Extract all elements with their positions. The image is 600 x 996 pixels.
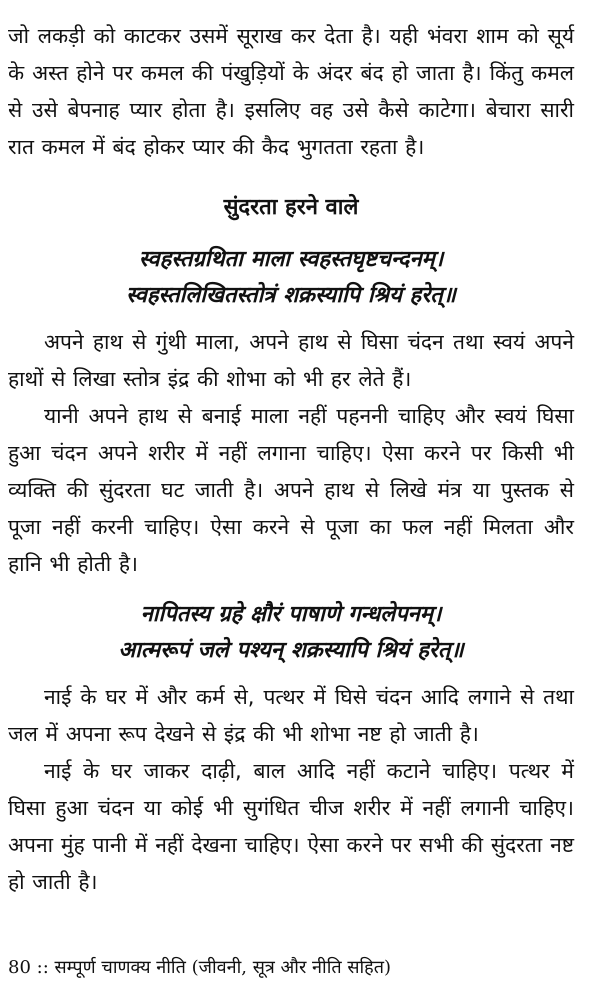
paragraph-verse-2-explanation: नाई के घर जाकर दाढ़ी, बाल आदि नहीं कटाने चाहिए। पत्थर में घिसा हुआ चंदन या कोई भी सुगंधित चीज शरीर में नहीं लगानी चाहिए। अपना मुंह पानी में नहीं देखना चाहिए। ऐसा करने पर सभी की सुंदरता नष्ट हो जाती है। [8, 759, 574, 894]
paragraph-verse-1-meaning: अपने हाथ से गुंथी माला, अपने हाथ से घिसा चंदन तथा स्वयं अपने हाथों से लिखा स्तोत्र इंद्र की शोभा को भी हर लेते हैं। [8, 330, 574, 391]
sanskrit-verse-1 [8, 242, 574, 314]
paragraph-intro: जो लकड़ी को काटकर उसमें सूराख कर देता है। यही भंवरा शाम को सूर्य के अस्त होने पर कमल की पंखुड़ियों के अंदर बंद हो जाता है। किंतु कमल से उसे बेपनाह प्यार होता है। इसलिए वह उसे कैसे काटेगा। बेचारा सारी रात कमल में बंद होकर प्यार की कैद भुगतता रहता है। [8, 24, 574, 159]
paragraph-verse-2-meaning: नाई के घर में और कर्म से, पत्थर में घिसे चंदन आदि लगाने से तथा जल में अपना रूप देखने से इंद्र की भी शोभा नष्ट हो जाती है। [8, 685, 574, 746]
sanskrit-verse-2 [8, 597, 574, 669]
section-heading: सुंदरता हरने वाले [223, 195, 359, 220]
verse-1-line-2: स्वहस्तलिखितस्तोत्रं शक्रस्यापि श्रियं हरेत्॥ [126, 283, 456, 308]
verse-2-line-1: नापितस्य ग्रहे क्षौरं पाषाणे गन्धलेपनम्। [140, 602, 442, 627]
verse-2-line-2: आत्मरूपं जले पश्यन् शक्रस्यापि श्रियं हरेत्॥ [118, 638, 464, 663]
book-title: सम्पूर्ण चाणक्य नीति (जीवनी, सूत्र और नीति सहित) [54, 957, 392, 978]
paragraph-verse-1-explanation: यानी अपने हाथ से बनाई माला नहीं पहननी चाहिए और स्वयं घिसा हुआ चंदन अपने शरीर में नहीं लगाना चाहिए। ऐसा करने पर किसी भी व्यक्ति की सुंदरता घट जाती है। अपने हाथ से लिखे मंत्र या पुस्तक से पूजा नहीं करनी चाहिए। ऐसा करने से पूजा का फल नहीं मिलता और हानि भी होती है। [8, 404, 574, 576]
verse-1-line-1: स्वहस्तग्रथिता माला स्वहस्तघृष्टचन्दनम्। [138, 247, 444, 272]
page-footer [8, 955, 391, 981]
page-number: 80 [8, 957, 31, 978]
footer-separator: :: [36, 957, 49, 978]
